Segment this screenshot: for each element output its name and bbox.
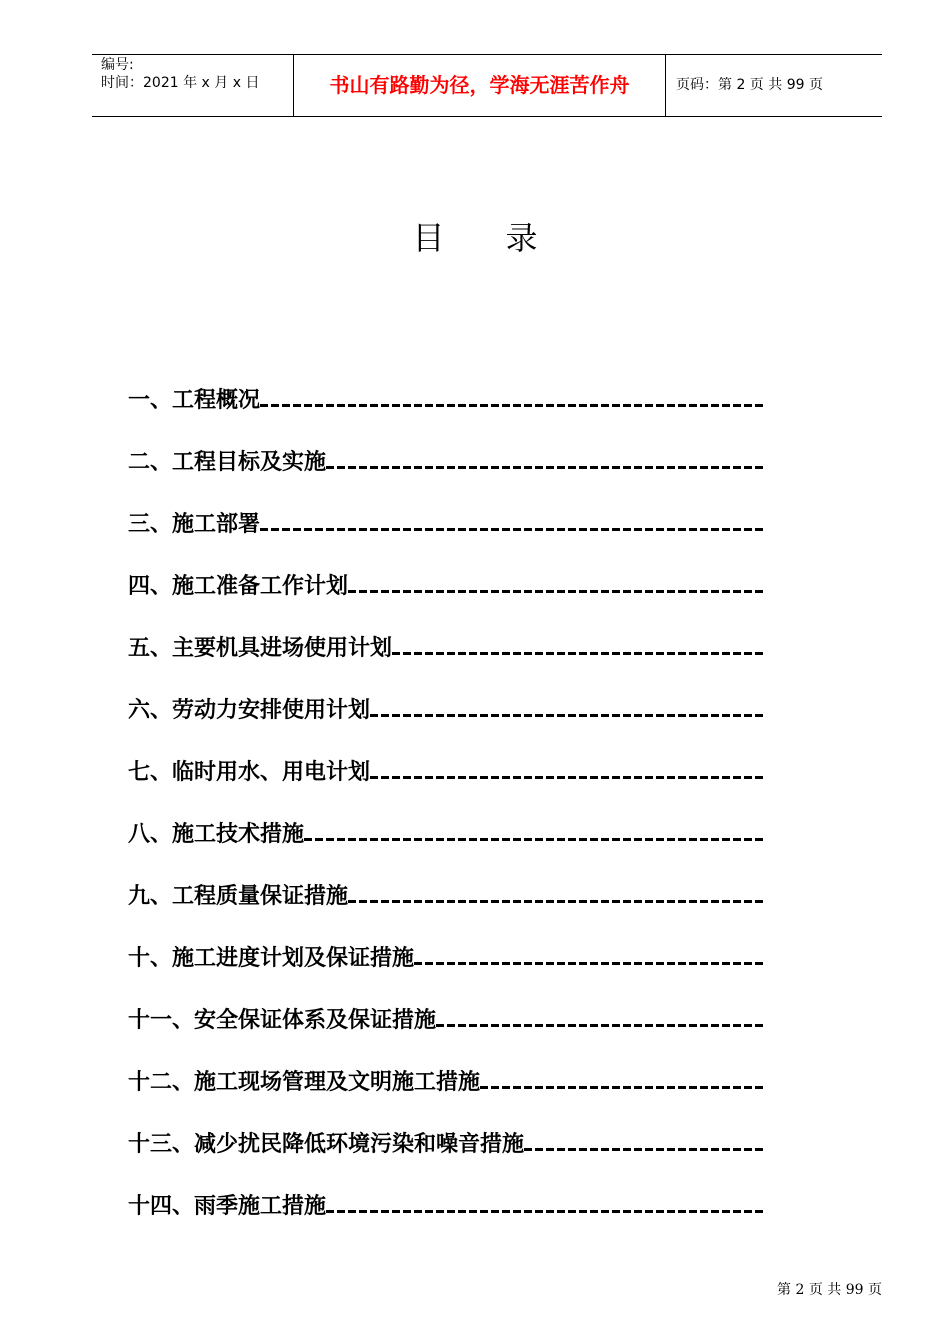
toc-leader-dashes xyxy=(326,466,766,469)
toc-leader-dashes xyxy=(414,962,766,965)
toc-leader-dashes xyxy=(370,714,766,717)
header-page-cell xyxy=(666,55,882,116)
toc-leader-dashes xyxy=(326,1210,766,1213)
toc-entry[interactable] xyxy=(128,419,766,481)
toc-entry[interactable] xyxy=(128,1101,766,1163)
toc-entry[interactable] xyxy=(128,977,766,1039)
toc-entry[interactable] xyxy=(128,791,766,853)
toc-entry[interactable] xyxy=(128,915,766,977)
header-info-cell xyxy=(92,55,293,116)
toc-entry-label: 十四、雨季施工措施 xyxy=(128,1194,327,1219)
toc-entry-label: 十二、施工现场管理及文明施工措施 xyxy=(128,1070,481,1095)
toc-entry-label: 七、临时用水、用电计划 xyxy=(128,760,371,785)
toc-leader-dashes xyxy=(260,528,766,531)
toc-leader-dashes xyxy=(436,1024,766,1027)
toc-leader-dashes xyxy=(480,1086,766,1089)
header-page-number: 页码：第 2 页 共 99 页 xyxy=(676,77,823,93)
footer-page-number: 第 2 页 共 99 页 xyxy=(777,1282,882,1298)
toc-entry[interactable] xyxy=(128,729,766,791)
toc-leader-dashes xyxy=(392,652,766,655)
toc-leader-dashes xyxy=(260,404,766,407)
toc-entry-label: 十、施工进度计划及保证措施 xyxy=(128,946,415,971)
toc-leader-dashes xyxy=(348,900,766,903)
document-header xyxy=(92,54,882,117)
page-title: 目 录 xyxy=(412,219,538,257)
header-motto-cell xyxy=(293,55,666,116)
toc-leader-dashes xyxy=(524,1148,766,1151)
toc-entry-label: 二、工程目标及实施 xyxy=(128,450,327,475)
toc-entry[interactable] xyxy=(128,667,766,729)
toc-entry-label: 八、施工技术措施 xyxy=(128,822,305,847)
toc-leader-dashes xyxy=(370,776,766,779)
toc-entry-label: 四、施工准备工作计划 xyxy=(128,574,349,599)
serial-number-label: 编号: xyxy=(101,57,134,73)
toc-entry[interactable] xyxy=(128,1163,766,1225)
motto-text: 书山有路勤为径，学海无涯苦作舟 xyxy=(329,73,630,97)
toc-entry[interactable] xyxy=(128,481,766,543)
toc-entry[interactable] xyxy=(128,1039,766,1101)
date-label: 时间：2021 年 x 月 x 日 xyxy=(101,75,260,91)
toc-entry-label: 五、主要机具进场使用计划 xyxy=(128,636,393,661)
toc-entry-label: 十三、减少扰民降低环境污染和噪音措施 xyxy=(128,1132,525,1157)
toc-entry-label: 六、劳动力安排使用计划 xyxy=(128,698,371,723)
toc-leader-dashes xyxy=(304,838,766,841)
table-of-contents xyxy=(128,357,766,1225)
toc-entry-label: 一、工程概况 xyxy=(128,388,261,413)
toc-entry-label: 十一、安全保证体系及保证措施 xyxy=(128,1008,437,1033)
toc-entry-label: 三、施工部署 xyxy=(128,512,261,537)
toc-entry[interactable] xyxy=(128,853,766,915)
toc-leader-dashes xyxy=(348,590,766,593)
toc-entry[interactable] xyxy=(128,605,766,667)
toc-entry[interactable] xyxy=(128,543,766,605)
toc-entry[interactable] xyxy=(128,357,766,419)
toc-entry-label: 九、工程质量保证措施 xyxy=(128,884,349,909)
